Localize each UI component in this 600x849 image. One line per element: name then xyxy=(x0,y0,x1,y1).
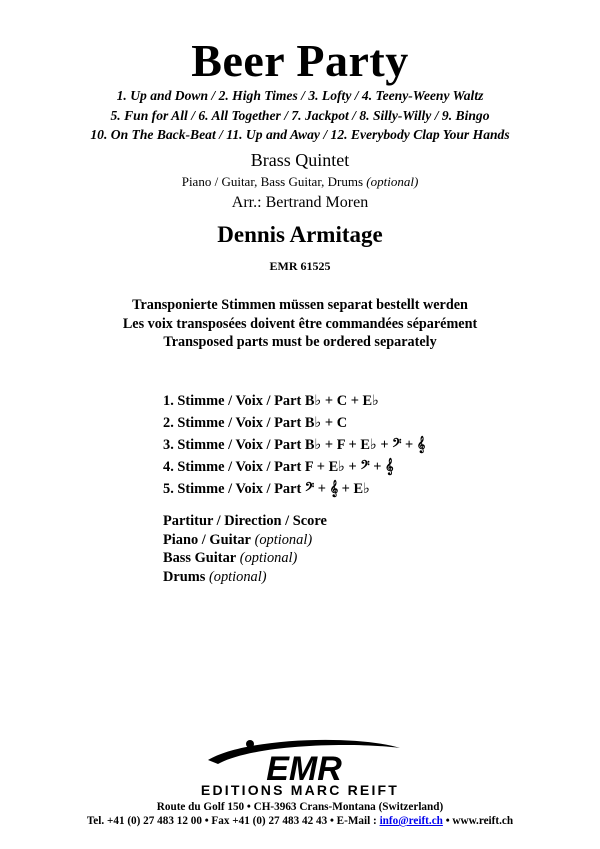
part-keys: F + E♭ + 𝄢 + 𝄞 xyxy=(304,459,394,475)
extra-row xyxy=(163,512,327,531)
part-row xyxy=(163,412,425,434)
publisher-name: EDITIONS MARC REIFT xyxy=(200,782,400,798)
part-label: 5. Stimme / Voix / Part xyxy=(163,481,302,497)
ensemble-label: Brass Quintet xyxy=(250,150,350,170)
part-label: 4. Stimme / Voix / Part xyxy=(163,459,302,475)
extra-note: (optional) xyxy=(208,568,267,585)
extra-row xyxy=(163,531,327,550)
logo-star xyxy=(246,740,254,748)
extra-note: (optional) xyxy=(239,550,298,566)
part-row xyxy=(163,456,425,478)
part-row xyxy=(163,478,425,500)
notice-line: Les voix transposées doivent être commandées séparément xyxy=(122,315,478,332)
notice-line: Transposed parts must be ordered separately xyxy=(163,334,437,350)
part-keys: 𝄢 + 𝄞 + E♭ xyxy=(304,481,370,497)
extra-row xyxy=(163,549,327,568)
notice-line: Transponierte Stimmen müssen separat bestellt werden xyxy=(132,297,468,313)
page-title: Beer Party xyxy=(191,35,409,86)
contact-website: • www.reift.ch xyxy=(442,815,514,827)
part-keys: B♭ + F + E♭ + 𝄢 + 𝄞 xyxy=(304,437,426,453)
extra-row xyxy=(163,568,327,587)
instrumentation-optional: (optional) xyxy=(366,174,419,189)
publisher-address: Route du Golf 150 • CH-3963 Crans-Montana (Switzerland) xyxy=(156,801,444,813)
extra-label: Piano / Guitar xyxy=(163,531,251,548)
track-line: 1. Up and Down / 2. High Times / 3. Lofty / 4. Teeny-Weeny Waltz xyxy=(116,88,484,103)
extra-label: Drums xyxy=(163,568,206,585)
part-keys: B♭ + C xyxy=(304,415,348,431)
part-label: 3. Stimme / Voix / Part xyxy=(163,437,302,453)
instrumentation-text: Piano / Guitar, Bass Guitar, Drums xyxy=(181,174,364,189)
track-list xyxy=(0,86,600,145)
transposition-notices xyxy=(0,296,600,352)
extra-label: Partitur / Direction / Score xyxy=(163,513,327,529)
contact-phone-fax: Tel. +41 (0) 27 483 12 00 • Fax +41 (0) 27 483 42 43 • E-Mail : xyxy=(86,815,380,827)
track-line: 10. On The Back-Beat / 11. Up and Away / 12. Everybody Clap Your Hands xyxy=(90,127,510,142)
emr-logo xyxy=(204,736,404,786)
extra-label: Bass Guitar xyxy=(163,550,237,566)
parts-list xyxy=(163,390,425,500)
part-label: 2. Stimme / Voix / Part xyxy=(163,415,302,431)
part-label: 1. Stimme / Voix / Part xyxy=(163,393,302,409)
composer: Dennis Armitage xyxy=(217,222,383,247)
email-link[interactable]: info@reift.ch xyxy=(379,815,443,827)
part-row xyxy=(163,390,425,412)
part-keys: B♭ + C + E♭ xyxy=(304,393,379,409)
publisher-contact xyxy=(0,815,600,827)
extras-list xyxy=(163,512,327,586)
track-line: 5. Fun for All / 6. All Together / 7. Jackpot / 8. Silly-Willy / 9. Bingo xyxy=(110,107,490,123)
logo-text: EMR xyxy=(266,750,342,786)
arranger: Arr.: Bertrand Moren xyxy=(231,194,369,211)
part-row xyxy=(163,434,425,456)
extra-note: (optional) xyxy=(254,531,313,548)
catalog-number: EMR 61525 xyxy=(269,259,331,273)
instrumentation xyxy=(0,174,600,190)
